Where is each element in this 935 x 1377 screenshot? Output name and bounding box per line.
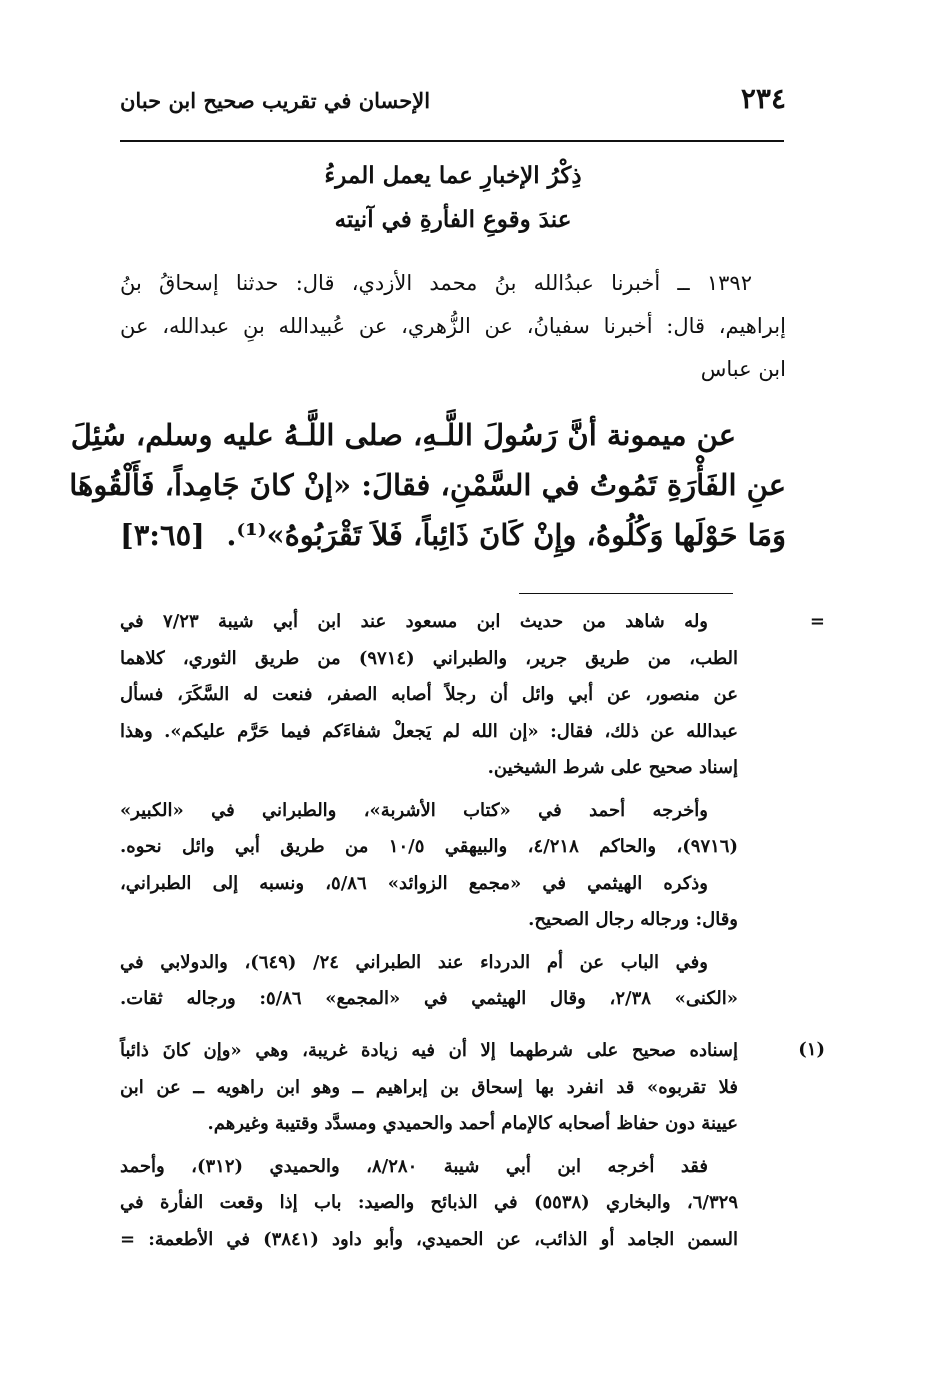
footnote-line: وفي الباب عن أم الدرداء عند الطبراني ٢٤/ (٦٤٩)، والدولابي في bbox=[120, 951, 708, 973]
footnote-1-marker: (١) bbox=[798, 1039, 825, 1060]
footnote-line: (٩٧١٦)، والحاكم ٤/٢١٨، والبيهقي ١٠/٥ من طريق أبي وائل نحوه. bbox=[120, 836, 738, 857]
footnote-line: «الكنى» ٢/٣٨، وقال الهيثمي في «المجمع» ٥/٨٦: ورجاله ثقات. bbox=[120, 988, 738, 1009]
footnote-line: إسناده صحيح على شرطهما إلا أن فيه زيادة غريبة، وهي «وإن كانَ ذائباً bbox=[120, 1040, 738, 1061]
footnote-continuation bbox=[120, 604, 738, 1018]
footnote-line: السمن الجامد أو الذائب، عن الحميدي، وأبو داود (٣٨٤١) في الأطعمة: = bbox=[120, 1228, 739, 1250]
footnote-separator bbox=[519, 593, 733, 594]
footnote-line: الطب، من طريق جرير، والطبراني (٩٧١٤) من طريق الثوري، كلاهما bbox=[120, 647, 738, 669]
chapter-heading-line-2: عندَ وقوعِ الفأرةِ في آنيته bbox=[334, 206, 572, 233]
footnote-line: عيينة دون حفاظ أصحابه كالإمام أحمد والحميدي ومسدَّد وقتيبة وغيرهم. bbox=[207, 1113, 738, 1134]
hadith-text bbox=[69, 410, 786, 560]
footnote-line: وقال: ورجاله رجال الصحيح. bbox=[528, 909, 738, 930]
isnad-line: ١٣٩٢ ــ أخبرنا عبدُالله بنُ محمد الأزدي، قال: حدثنا إسحاقُ بنُ bbox=[120, 271, 752, 295]
hadith-line: عنِ الفَأْرَةِ تَمُوتُ في السَّمْنِ، فقالَ: «إنْ كانَ جَامِداً، فَأَلْقُوهَا bbox=[69, 468, 786, 502]
footnote-1 bbox=[120, 1033, 738, 1258]
footnote-line: فلا تقربوه» قد انفرد بها إسحاق بن إبراهيم ــ وهو ابن راهويه ــ عن ابن bbox=[120, 1076, 738, 1098]
isnad-line: إبراهيم، قال: أخبرنا سفيانُ، عن الزُّهري، عن عُبيدالله بنِ عبدالله، عن bbox=[120, 314, 786, 338]
hadith-line: عن ميمونة أنَّ رَسُولَ اللَّـهِ، صلى اللَّـهُ عليه وسلم، سُئِلَ bbox=[70, 418, 736, 452]
isnad-line: ابن عباس bbox=[700, 357, 786, 381]
chapter-heading-line-1: ذِكْرُ الإخبارِ عما يعمل المرءُ bbox=[324, 162, 582, 189]
footnote-line: وله شاهد من حديث ابن مسعود عند ابن أبي شيبة ٧/٢٣ في bbox=[120, 611, 709, 632]
footnote-line: عبدالله عن ذلك، فقال: «إن الله لم يَجعلْ شفاءَكم فيما حَرَّم عليكم». وهذا bbox=[120, 720, 738, 742]
footnote-line: إسناد صحيح على شرط الشيخين. bbox=[487, 757, 738, 778]
page-header bbox=[120, 82, 786, 122]
footnote-line: وذكره الهيثمي في «مجمع الزوائد» ٥/٨٦، ونسبه إلى الطبراني، bbox=[120, 872, 708, 894]
footnote-line: عن منصور، عن أبي وائل أن رجلاً أصابه الصفر، فنعت له السَّكَرَ، فسأل bbox=[120, 684, 738, 705]
isnad-paragraph bbox=[120, 262, 786, 391]
footnote-line: فقد أخرجه ابن أبي شيبة ٨/٢٨٠، والحميدي (٣١٢)، وأحمد bbox=[120, 1155, 709, 1177]
footnote-continuation-marker: = bbox=[809, 611, 825, 632]
footnote-line: ٦/٣٢٩، والبخاري (٥٥٣٨) في الذبائح والصيد: باب إذا وقعت الفأرة في bbox=[120, 1192, 738, 1213]
hadith-line bbox=[120, 510, 786, 560]
hadith-line-text: وَمَا حَوْلَها وَكُلُوهُ، وإِنْ كَانَ ذَائِباً، فَلاَ تَقْرَبُوهُ»⁽¹⁾. bbox=[226, 518, 786, 552]
running-title: الإحسان في تقريب صحيح ابن حبان bbox=[120, 88, 431, 113]
hadith-reference: [٣:٦٥] bbox=[120, 518, 205, 552]
footnote-line: وأخرجه أحمد في «كتاب الأشربة»، والطبراني في «الكبير» bbox=[120, 799, 708, 821]
page-number: ٢٣٤ bbox=[740, 82, 786, 115]
header-rule bbox=[120, 140, 784, 142]
